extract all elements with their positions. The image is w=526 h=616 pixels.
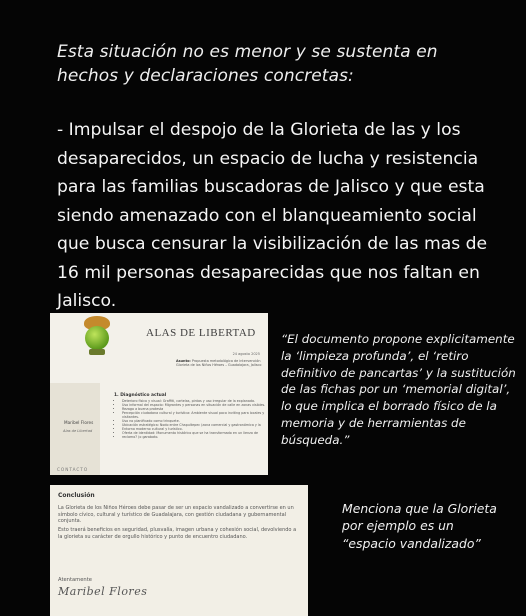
author-role: Alas de Libertad	[63, 429, 93, 433]
section-heading: 1. Diagnóstico actual	[114, 393, 167, 398]
conclusion-heading: Conclusión	[58, 492, 95, 499]
document-screenshot-conclusion	[50, 485, 308, 616]
closing-text: Atentamente	[58, 577, 92, 583]
document-date: 24 agosto 2025	[232, 352, 260, 356]
intro-line-1: Esta situación no es menor y se sustenta en	[57, 42, 438, 62]
intro-line-2: hechos y declaraciones concretas:	[57, 66, 354, 86]
list-item: • Deterioro físico y visual: Graffiti, cartelas, pintas y uso irregular de la explanada.	[122, 399, 268, 403]
contact-label: CONTACTO	[57, 467, 89, 472]
list-item: • Entorno moderno cultural y turístico.	[122, 427, 268, 431]
list-item: • Rezago a buena protesta	[122, 407, 268, 411]
conclusion-paragraph-1: La Glorieta de los Niños Héroes debe pasar de ser un espacio vandalizado a convertirse en un símbolo cívico, cultural y turístico de Guadalajara, con gestión ciudadana y gubernamental conjunta.	[58, 505, 294, 525]
quote-proposal: “El documento propone explicitamente la ‘limpieza profunda’, el ‘retiro definitivo de pancartas’ y la sustitución de las fichas por un ‘memorial digital’, lo que implica el borrado físico de la memoria y de herramientas de búsqueda.”	[281, 332, 516, 447]
document-subject: Asunto: Propuesta metodológica de intervención Glorieta de los Niños Héroes – Guadalajara, Jalisco	[176, 359, 262, 368]
author-name: Maribel Flores	[64, 420, 94, 425]
list-item: • Uso informal del espacio: Migrantes y personas en situación de calle en zonas visibles.	[122, 403, 268, 407]
diagnostic-list	[116, 399, 268, 439]
list-item: • Oferta de identidad: Monumento histórico que se ha transformado en un lienzo de	[122, 431, 268, 435]
signature: Maribel Flores	[58, 585, 148, 598]
list-item: • reclamo? (o garabato.	[122, 435, 268, 439]
quote-vandalized: Menciona que la Glorieta por ejemplo es un “espacio vandalizado”	[342, 501, 497, 551]
document-title: ALAS DE LIBERTAD	[146, 327, 256, 339]
list-item: • Percepción ciudadana cultural y turística: Ambiente visual poco inviting para locales y visitantes.	[122, 411, 268, 419]
conclusion-paragraph-2: Esto traerá beneficios en seguridad, plusvalía, imagen urbana y cohesión social, devolviendo a la glorieta su carácter de orgullo histórico y punto de encuentro ciudadano.	[58, 527, 297, 540]
list-item: • Ubicación estratégica: Nodo entre Chapultepec (zona comercial y gastronómica y la	[122, 423, 268, 427]
list-item: • Uso no planificado como trinquete.	[122, 419, 268, 423]
intro-text	[57, 40, 497, 88]
globe-logo-icon	[80, 316, 114, 356]
document-screenshot-proposal	[50, 313, 268, 475]
bullet-paragraph: - Impulsar el despojo de la Glorieta de las y los desaparecidos, un espacio de lucha y resistencia para las familias buscadoras de Jalisco y que esta siendo amenazado con el blanqueamiento social que busca censurar la visibilización de las mas de 16 mil personas desaparecidas que nos faltan en Jalisco.	[57, 120, 488, 311]
